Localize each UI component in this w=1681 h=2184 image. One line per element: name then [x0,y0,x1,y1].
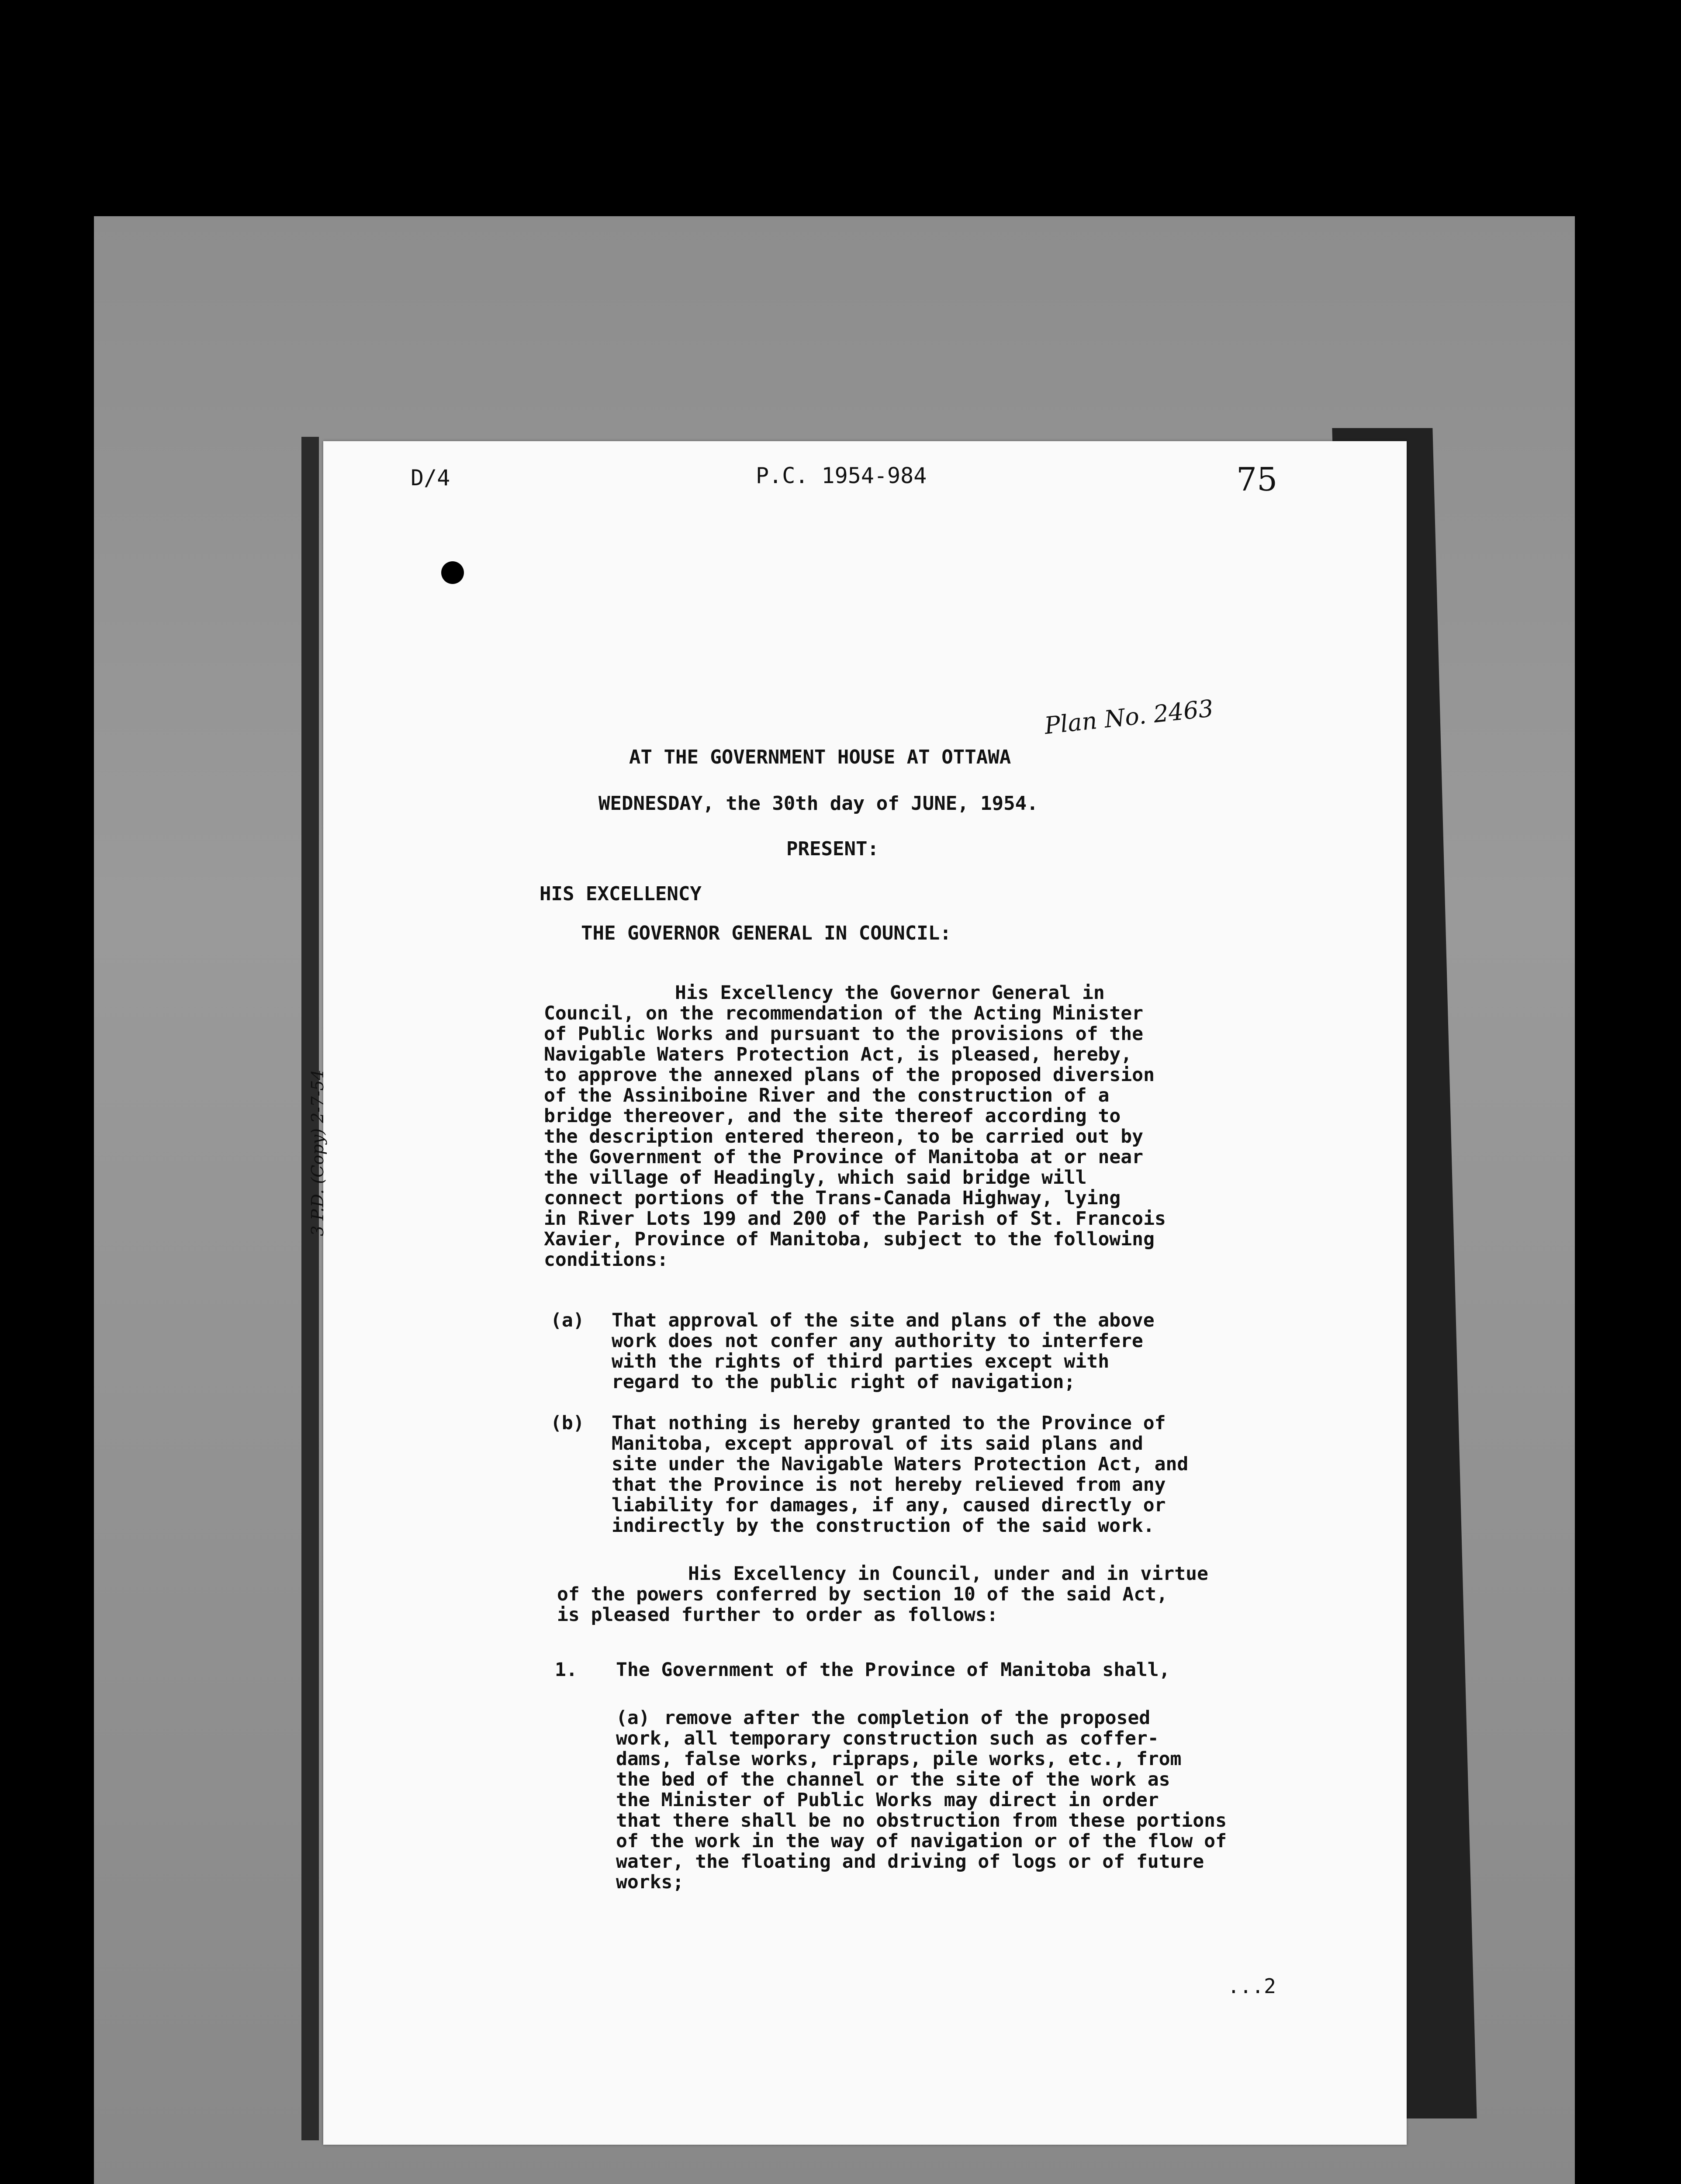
order-item-1 [555,1660,1297,1680]
attendee-line-2: THE GOVERNOR GENERAL IN COUNCIL: [581,922,951,944]
handwritten-plan-note: Plan No. 2463 [1043,694,1215,740]
order-item-1-text: The Government of the Province of Manitoba shall, [616,1659,1170,1681]
condition-a-label: (a) [550,1310,585,1331]
present-heading: PRESENT: [786,838,879,860]
intro-line: to approve the annexed plans of the proposed diversion [544,1064,1155,1086]
condition-b [550,1413,1289,1536]
margin-note: 3 P.D. (Copy) 2-7-54 [308,1069,327,1236]
intro-paragraph [544,983,1265,1270]
intro-line: conditions: [544,1249,668,1271]
order-item-1a-line: the bed of the channel or the site of the work as [616,1769,1170,1790]
intro-line: His Excellency the Governor General in [675,982,1105,1004]
further-line: His Excellency in Council, under and in virtue [688,1563,1208,1585]
condition-a-line: with the rights of third parties except with [612,1351,1110,1372]
further-order-paragraph [557,1564,1278,1625]
condition-a [550,1310,1289,1393]
intro-line: Navigable Waters Protection Act, is pleased, hereby, [544,1044,1132,1065]
punch-hole [441,561,464,584]
intro-line: connect portions of the Trans-Canada Highway, lying [544,1187,1121,1209]
place-heading: AT THE GOVERNMENT HOUSE AT OTTAWA [629,746,1011,768]
condition-b-label: (b) [550,1412,585,1434]
intro-line: Council, on the recommendation of the Acting Minister [544,1002,1144,1024]
document-page [308,441,1407,2145]
date-heading: WEDNESDAY, the 30th day of JUNE, 1954. [598,792,1038,815]
order-item-1a-line: remove after the completion of the proposed [664,1707,1151,1729]
order-item-1a-label: (a) [616,1707,650,1729]
order-item-1a-line: dams, false works, ripraps, pile works, etc., from [616,1748,1182,1770]
intro-line: in River Lots 199 and 200 of the Parish of St. Francois [544,1208,1166,1230]
further-line: of the powers conferred by section 10 of the said Act, [557,1583,1168,1605]
order-item-1a-line: of the work in the way of navigation or of the flow of [616,1830,1227,1852]
condition-b-line: Manitoba, except approval of its said plans and [612,1433,1143,1455]
continuation-marker: ...2 [1228,1974,1276,1998]
condition-b-line: That nothing is hereby granted to the Province of [612,1412,1166,1434]
intro-line: the Government of the Province of Manitoba at or near [544,1146,1144,1168]
order-item-1a-line: that there shall be no obstruction from these portions [616,1810,1227,1832]
intro-line: bridge thereover, and the site thereof according to [544,1105,1121,1127]
condition-b-line: site under the Navigable Waters Protection Act, and [612,1453,1189,1475]
order-item-1a-line: work, all temporary construction such as coffer- [616,1728,1159,1749]
condition-a-line: That approval of the site and plans of the above [612,1310,1155,1331]
condition-b-line: liability for damages, if any, caused directly or [612,1494,1166,1516]
order-item-1-label: 1. [555,1659,578,1681]
intro-line: the village of Headingly, which said bridge will [544,1167,1087,1189]
order-number: P.C. 1954-984 [756,463,927,488]
intro-line: Xavier, Province of Manitoba, subject to the following [544,1228,1155,1250]
page-edge-shadow [301,437,319,2140]
page-number: 75 [1236,461,1278,498]
condition-b-line: that the Province is not hereby relieved from any [612,1474,1166,1496]
attendee-line-1: HIS EXCELLENCY [540,883,702,905]
order-item-1a [616,1708,1311,1893]
order-item-1a-line: water, the floating and driving of logs or of future [616,1851,1204,1873]
intro-line: of Public Works and pursuant to the provisions of the [544,1023,1144,1045]
order-item-1a-line: the Minister of Public Works may direct in order [616,1789,1159,1811]
intro-line: the description entered thereon, to be carried out by [544,1126,1144,1147]
intro-line: of the Assiniboine River and the construction of a [544,1085,1110,1106]
condition-b-line: indirectly by the construction of the said work. [612,1515,1155,1537]
file-reference: D/4 [411,465,450,491]
condition-a-line: regard to the public right of navigation; [612,1371,1076,1393]
condition-a-line: work does not confer any authority to interfere [612,1330,1143,1352]
order-item-1a-line: works; [616,1871,684,1893]
further-line: is pleased further to order as follows: [557,1604,998,1626]
